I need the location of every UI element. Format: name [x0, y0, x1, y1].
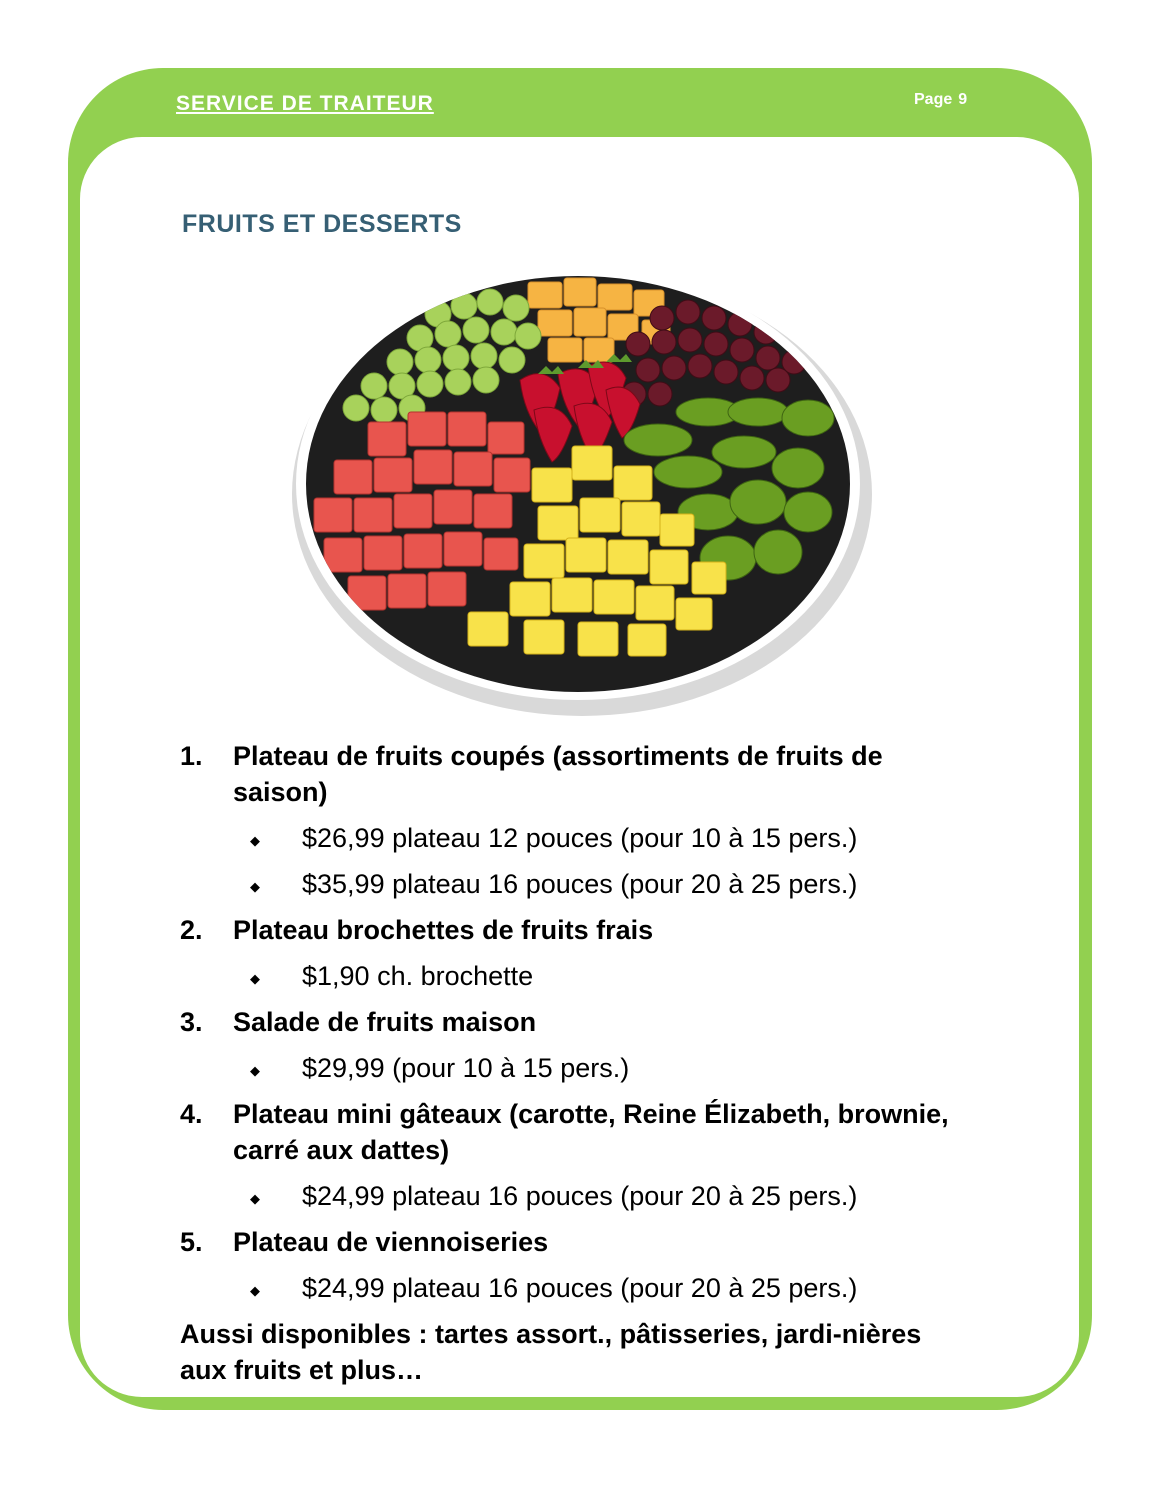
price-text: $1,90 ch. brochette	[302, 961, 534, 991]
item-number: 1.	[180, 741, 203, 771]
item-title: Salade de fruits maison	[233, 1007, 537, 1037]
price-text: $29,99 (pour 10 à 15 pers.)	[302, 1053, 630, 1083]
item-title: Plateau mini gâteaux (carotte, Reine Élizabeth, brownie, carré aux dattes)	[233, 1099, 949, 1165]
price-text: $35,99 plateau 16 pouces (pour 20 à 25 pers.)	[302, 869, 858, 899]
price-line	[180, 1178, 980, 1214]
item-number: 4.	[180, 1099, 203, 1129]
menu-item	[180, 1004, 980, 1040]
item-title: Plateau de viennoiseries	[233, 1227, 549, 1257]
item-number: 3.	[180, 1007, 203, 1037]
availability-note: Aussi disponibles : tartes assort., pâtisseries, jardi-nières aux fruits et plus…	[180, 1319, 922, 1385]
diamond-bullet-icon: ◆	[250, 833, 260, 848]
page-label: Page	[914, 91, 953, 108]
diamond-bullet-icon: ◆	[250, 1191, 260, 1206]
diamond-bullet-icon: ◆	[250, 1063, 260, 1078]
price-text: $24,99 plateau 16 pouces (pour 20 à 25 pers.)	[302, 1273, 858, 1303]
page-indicator	[914, 91, 967, 109]
price-line	[180, 866, 980, 902]
menu-item	[180, 1096, 980, 1168]
diamond-bullet-icon: ◆	[250, 971, 260, 986]
fruit-platter-image	[288, 262, 878, 722]
item-title: Plateau de fruits coupés (assortiments de fruits de saison)	[233, 741, 883, 807]
page-number: 9	[958, 91, 968, 108]
price-line	[180, 1270, 980, 1306]
price-line	[180, 820, 980, 856]
menu-item	[180, 738, 980, 810]
diamond-bullet-icon: ◆	[250, 879, 260, 894]
header-title: SERVICE DE TRAITEUR	[176, 92, 434, 115]
section-title: FRUITS ET DESSERTS	[182, 210, 462, 238]
item-number: 2.	[180, 915, 203, 945]
price-line	[180, 958, 980, 994]
menu-list	[180, 738, 980, 1388]
menu-item	[180, 1224, 980, 1260]
item-number: 5.	[180, 1227, 203, 1257]
menu-item	[180, 912, 980, 948]
price-text: $26,99 plateau 12 pouces (pour 10 à 15 pers.)	[302, 823, 858, 853]
price-line	[180, 1050, 980, 1086]
price-text: $24,99 plateau 16 pouces (pour 20 à 25 pers.)	[302, 1181, 858, 1211]
item-title: Plateau brochettes de fruits frais	[233, 915, 654, 945]
diamond-bullet-icon: ◆	[250, 1283, 260, 1298]
